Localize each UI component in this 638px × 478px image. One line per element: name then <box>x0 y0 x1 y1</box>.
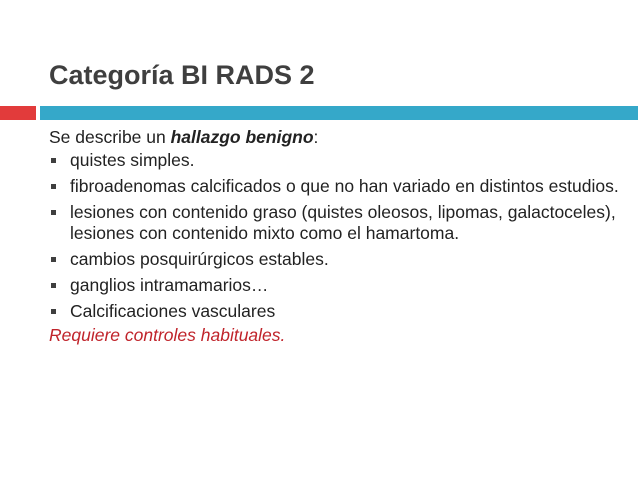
slide-content <box>49 127 624 346</box>
slide-title: Categoría BI RADS 2 <box>49 60 315 90</box>
bullet-item <box>49 202 624 244</box>
bullet-text: fibroadenomas calcificados o que no han variado en distintos estudios. <box>70 176 619 196</box>
bullet-square-icon <box>51 158 56 163</box>
bullet-item <box>49 150 624 171</box>
bullet-square-icon <box>51 257 56 262</box>
conclusion-text: Requiere controles habituales. <box>49 325 286 345</box>
accent-bar-red <box>0 106 36 120</box>
bullet-item <box>49 176 624 197</box>
bullet-text: quistes simples. <box>70 150 195 170</box>
bullet-item <box>49 301 624 322</box>
intro-text <box>49 127 624 148</box>
intro-emphasis: hallazgo benigno <box>170 127 314 147</box>
bullet-text: Calcificaciones vasculares <box>70 301 276 321</box>
bullet-item <box>49 275 624 296</box>
bullet-text: cambios posquirúrgicos estables. <box>70 249 329 269</box>
bullet-square-icon <box>51 283 56 288</box>
bullet-text: lesiones con contenido graso (quistes oleosos, lipomas, galactoceles), lesiones con contenido mixto como el hamartoma. <box>70 202 616 243</box>
bullet-list <box>49 150 624 322</box>
bullet-square-icon <box>51 184 56 189</box>
bullet-item <box>49 249 624 270</box>
bullet-square-icon <box>51 309 56 314</box>
accent-bar-blue <box>40 106 638 120</box>
bullet-text: ganglios intramamarios… <box>70 275 269 295</box>
intro-suffix: : <box>313 127 319 147</box>
intro-prefix: Se describe un <box>49 127 171 147</box>
bullet-square-icon <box>51 210 56 215</box>
